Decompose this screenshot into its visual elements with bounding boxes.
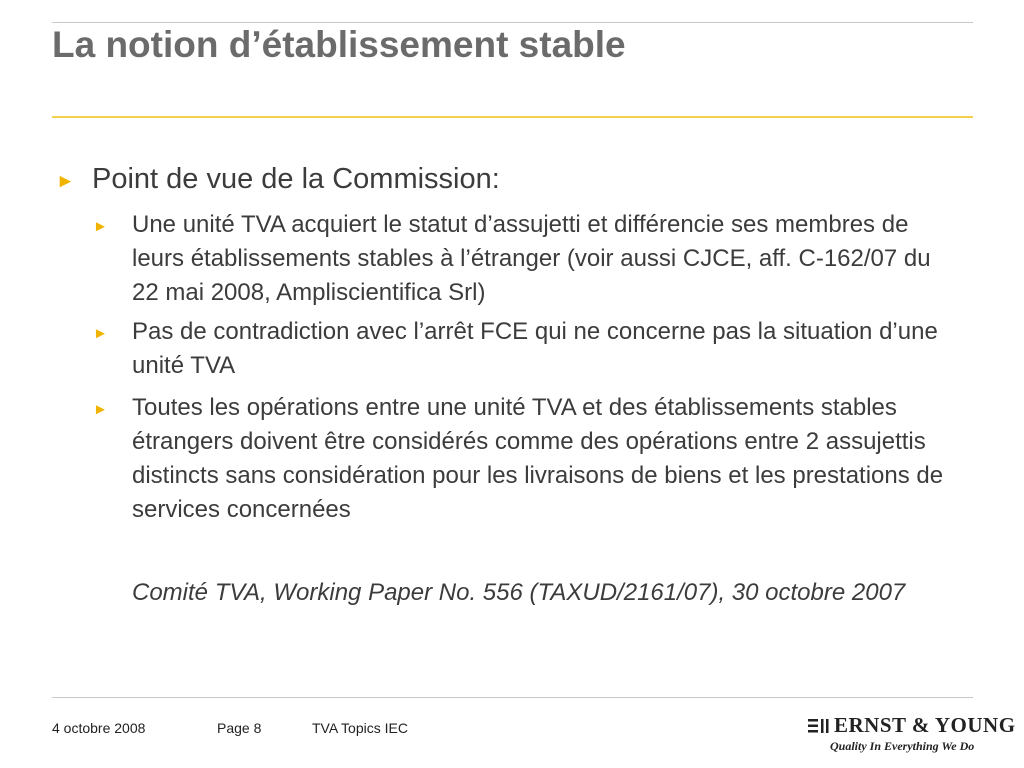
top-divider <box>52 22 973 23</box>
logo-wordmark: ERNST & YOUNG <box>834 713 1016 737</box>
level1-bullet-text: Point de vue de la Commission: <box>92 163 500 195</box>
title-underline <box>52 116 973 118</box>
subpoint-text: Une unité TVA acquiert le statut d’assujetti et différencie ses membres de leurs établissements stables à l’étranger (voir aussi CJCE, aff. C-162/07 du 22 mai 2008, Ampliscientifica Srl) <box>132 211 931 306</box>
bullet-arrow-icon: ► <box>56 171 75 192</box>
footer-page-number: Page 8 <box>217 720 262 736</box>
logo-tagline: Quality In Everything We Do <box>830 739 975 753</box>
bullet-arrow-icon: ► <box>93 325 108 342</box>
bullet-arrow-icon: ► <box>93 218 108 235</box>
slide-title: La notion d’établissement stable <box>52 24 626 65</box>
subpoint-text: Toutes les opérations entre une unité TVA et des établissements stables étrangers doivent être considérés comme des opérations entre 2 assujettis distincts sans considération pour les livraisons de biens et les prestations de services concernées <box>132 394 944 523</box>
footer-topic: TVA Topics IEC <box>312 720 408 736</box>
ernst-young-logo <box>808 713 1016 755</box>
citation-text: Comité TVA, Working Paper No. 556 (TAXUD/2161/07), 30 octobre 2007 <box>132 579 906 606</box>
subpoint-text: Pas de contradiction avec l’arrêt FCE qui ne concerne pas la situation d’une unité TVA <box>132 318 938 379</box>
footer-date: 4 octobre 2008 <box>52 720 146 736</box>
footer-divider <box>52 697 973 698</box>
bullet-arrow-icon: ► <box>93 401 108 418</box>
logo-mark-icon <box>808 717 830 735</box>
